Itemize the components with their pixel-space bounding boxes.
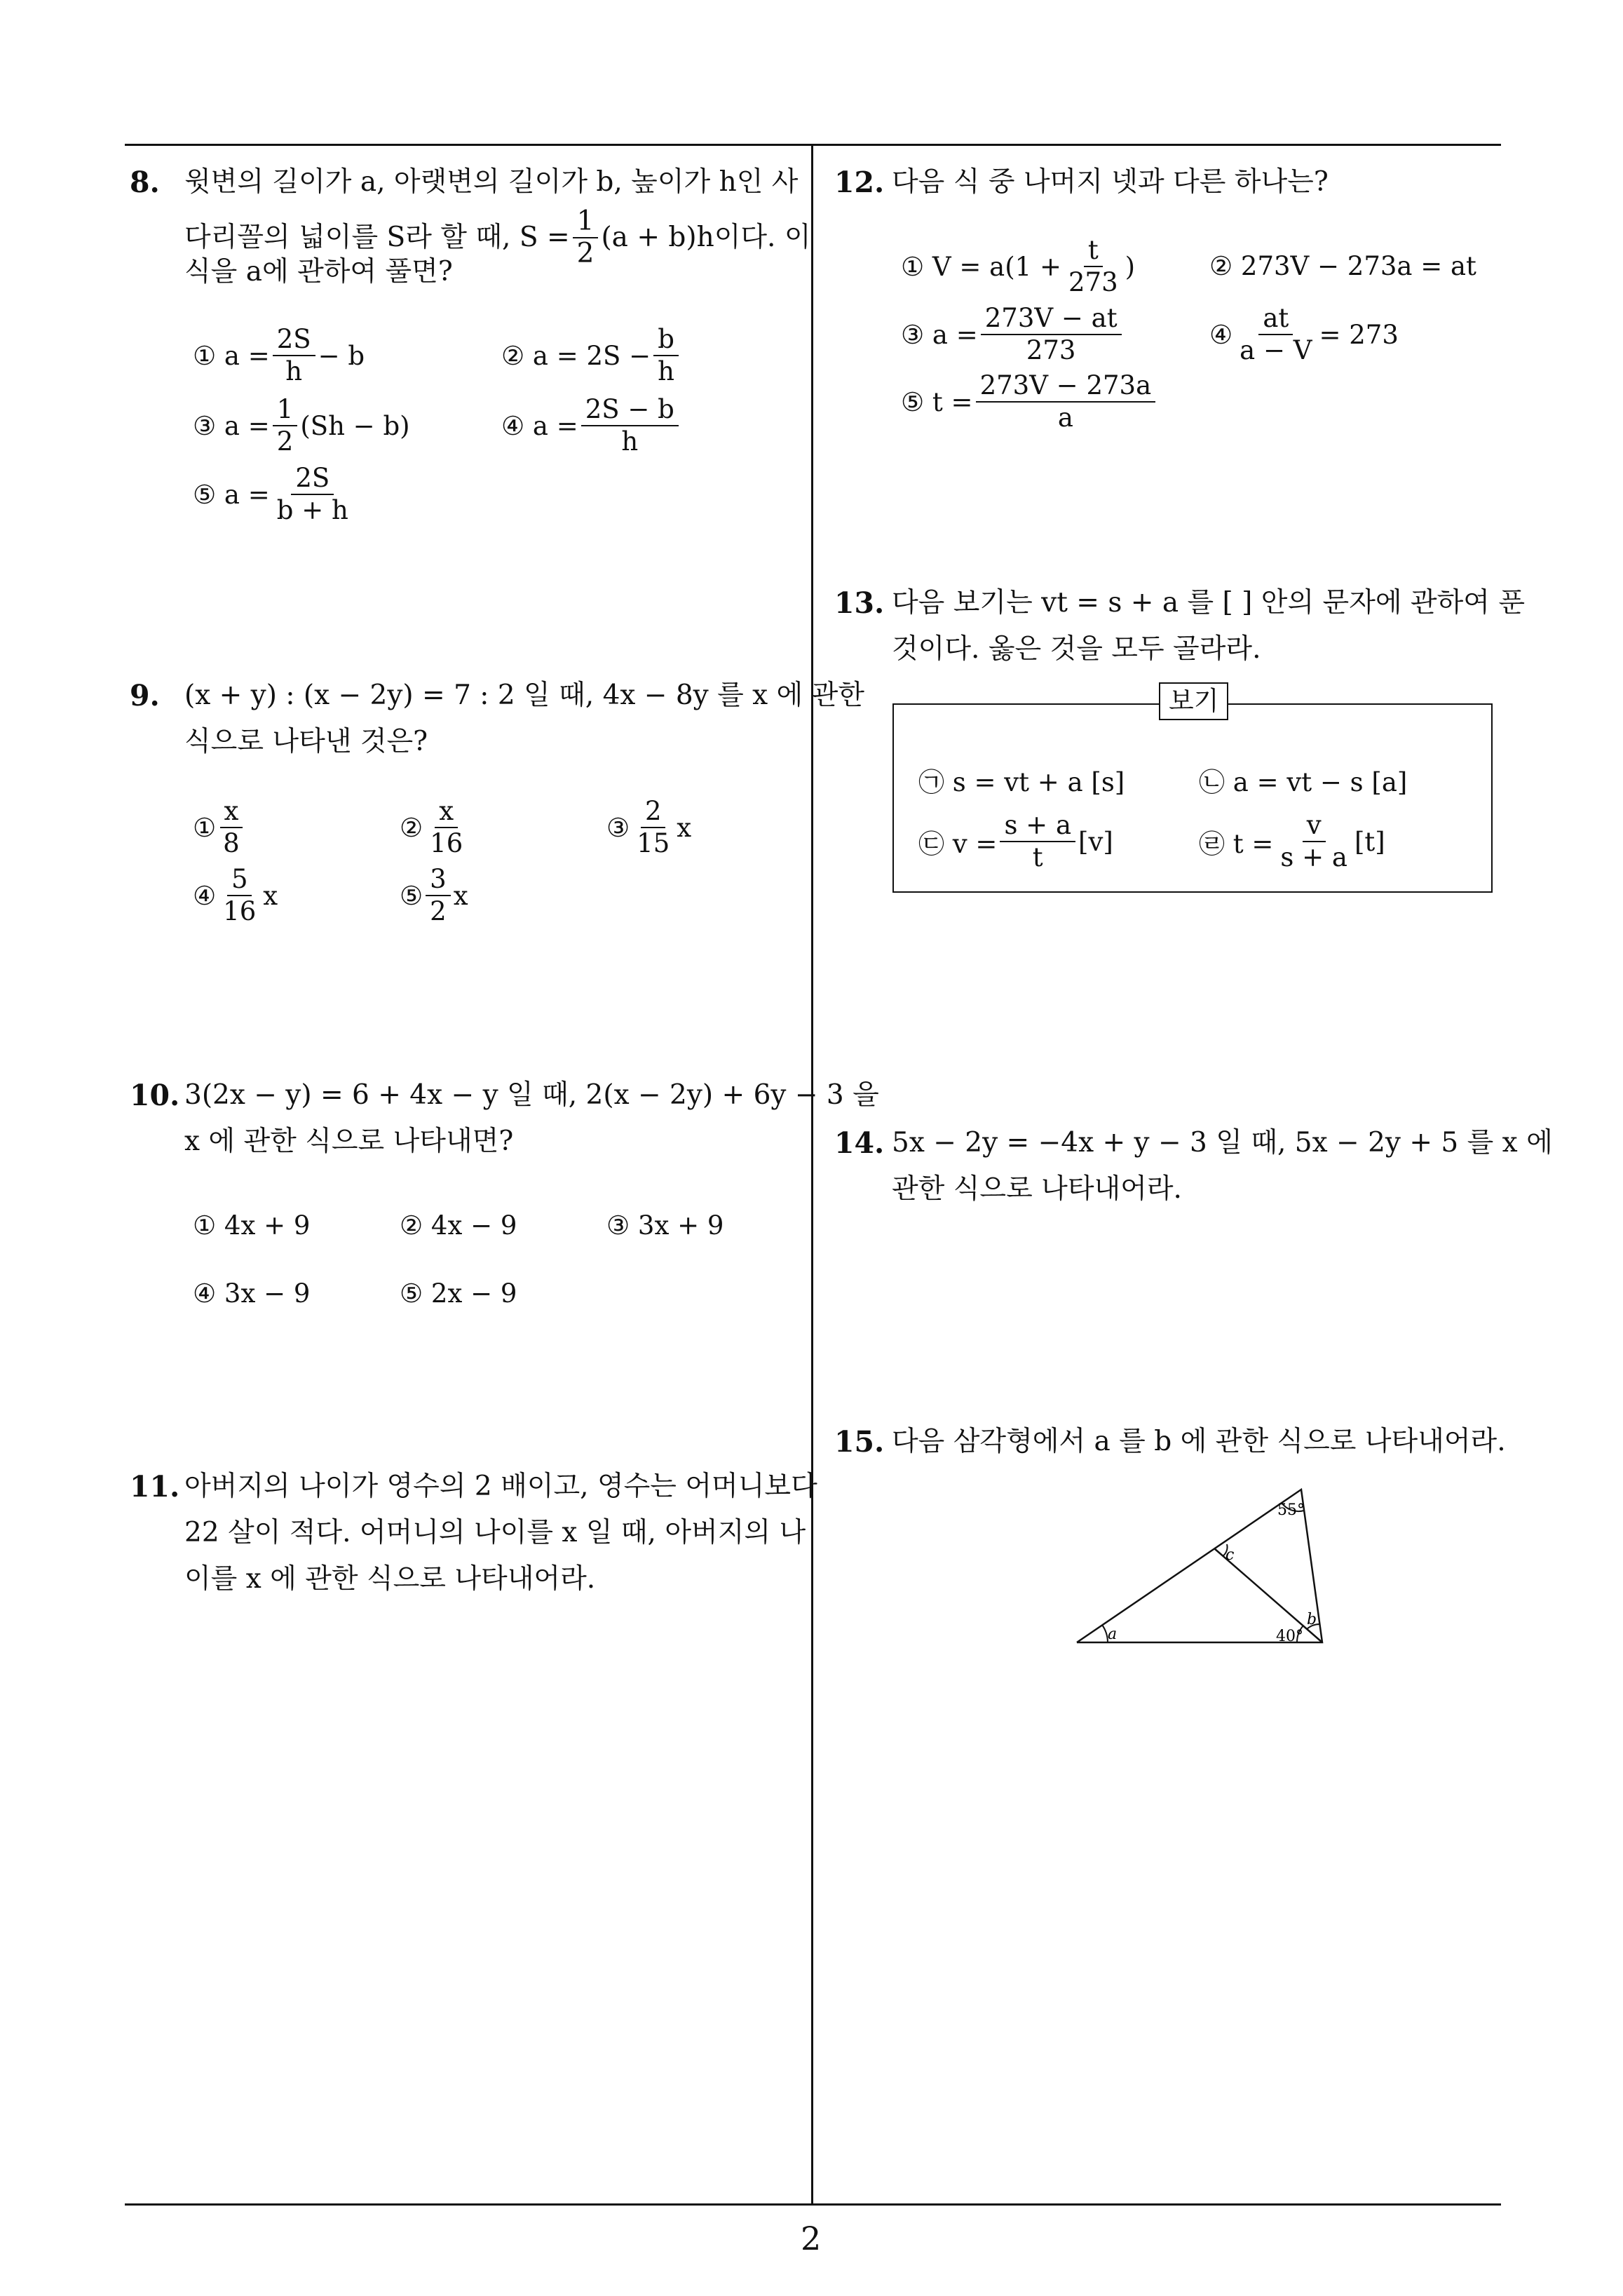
column-divider	[811, 144, 813, 2206]
example-box-label: 보기	[1159, 682, 1228, 720]
q10-option-1[interactable]: ① 4x + 9	[193, 1210, 311, 1241]
question-text-line1: (x + y) : (x − 2y) = 7 : 2 일 때, 4x − 8y 를 x 에 관한	[184, 680, 864, 711]
q8-option-5[interactable]: ⑤ a = $\frac{2S}{b + h}$	[193, 463, 348, 525]
label-b: b	[1307, 1611, 1317, 1628]
label-c: c	[1225, 1546, 1235, 1564]
question-number: 9.	[130, 679, 160, 713]
q9-option-5[interactable]: ⑤ $\frac{3}{2}$ x	[400, 864, 468, 926]
question-number: 12.	[834, 166, 885, 199]
page-number: 2	[801, 2220, 822, 2257]
q8-option-4[interactable]: ④ a = $\frac{2S - b}{h}$	[501, 394, 681, 457]
q9-option-4[interactable]: ④ $\frac{5}{16}$ x	[193, 864, 278, 926]
q9-option-2[interactable]: ② $\frac{x}{16}$	[400, 796, 463, 858]
label-40: 40°	[1276, 1628, 1303, 1645]
q9-option-1[interactable]: ① $\frac{x}{8}$	[193, 796, 247, 859]
question-text-line2: 식으로 나타낸 것은?	[184, 726, 428, 757]
question-text-line1: 3(2x − y) = 6 + 4x − y 일 때, 2(x − 2y) + 6y − 3 을	[184, 1079, 879, 1111]
question-text-line1: 아버지의 나이가 영수의 2 배이고, 영수는 어머니보다	[184, 1471, 817, 1502]
question-text-line1: 다음 식 중 나머지 넷과 다른 하나는?	[892, 166, 1329, 198]
q13-item-4: ㉣ t = $\frac{v}{s + a}$ [t]	[1199, 810, 1385, 872]
q10-option-3[interactable]: ③ 3x + 9	[606, 1210, 724, 1241]
question-text-line3: 이를 x 에 관한 식으로 나타내어라.	[184, 1563, 596, 1595]
question-number: 10.	[130, 1079, 180, 1112]
question-text-line2: 22 살이 적다. 어머니의 나이를 x 일 때, 아버지의 나	[184, 1517, 806, 1548]
question-number: 14.	[834, 1126, 885, 1160]
q8-option-2[interactable]: ② a = 2S − $\frac{b}{h}$	[501, 324, 681, 387]
question-number: 15.	[834, 1425, 885, 1459]
label-a: a	[1108, 1626, 1118, 1643]
question-text-line2: 관한 식으로 나타내어라.	[892, 1173, 1182, 1205]
label-55: 55°	[1277, 1501, 1305, 1519]
question-text-line1: 다음 삼각형에서 a 를 b 에 관한 식으로 나타내어라.	[892, 1426, 1506, 1457]
angle-arc-a	[1102, 1625, 1108, 1642]
question-text-line2: x 에 관한 식으로 나타내면?	[184, 1126, 514, 1157]
q8-option-1[interactable]: ① a = $\frac{2S}{h}$ − b	[193, 324, 365, 386]
q12-option-1[interactable]: ① V = a(1 + $\frac{t}{273}$ )	[901, 235, 1136, 297]
q13-item-2: ㉡ a = vt − s [a]	[1199, 767, 1408, 797]
q13-item-3: ㉢ v = $\frac{s + a}{t}$ [v]	[918, 810, 1113, 872]
q10-option-4[interactable]: ④ 3x − 9	[193, 1278, 311, 1309]
q12-option-3[interactable]: ③ a = $\frac{273V - at}{273}$	[901, 303, 1125, 366]
fraction: $\frac{1}{2}$	[573, 206, 599, 269]
question-number: 13.	[834, 586, 885, 620]
q8-option-3[interactable]: ③ a = $\frac{1}{2}$ (Sh − b)	[193, 394, 410, 457]
question-text-line1: 다음 보기는 vt = s + a 를 [ ] 안의 문자에 관하여 푼	[892, 587, 1526, 619]
q9-option-3[interactable]: ③ $\frac{2}{15}$ x	[606, 796, 692, 858]
question-text-line1: 윗변의 길이가 a, 아랫변의 길이가 b, 높이가 h인 사	[184, 166, 799, 198]
q10-option-2[interactable]: ② 4x − 9	[400, 1210, 517, 1241]
question-text-line2: 다리꼴의 넓이를 S라 할 때, S = $\frac{1}{2}$ (a + b)h이다. 이	[184, 205, 811, 269]
q12-option-4[interactable]: ④ $\frac{at}{a - V}$ = 273	[1209, 303, 1399, 365]
q12-option-5[interactable]: ⑤ t = $\frac{273V - 273a}{a}$	[901, 370, 1158, 433]
question-text-line1: 5x − 2y = −4x + y − 3 일 때, 5x − 2y + 5 를 x 에	[892, 1127, 1553, 1159]
q10-option-5[interactable]: ⑤ 2x − 9	[400, 1278, 517, 1309]
question-text-line2: 것이다. 옳은 것을 모두 골라라.	[892, 633, 1261, 665]
q12-option-2[interactable]: ② 273V − 273a = at	[1209, 251, 1476, 281]
q13-item-1: ㉠ s = vt + a [s]	[918, 767, 1125, 797]
question-number: 11.	[130, 1470, 180, 1504]
triangle-diagram	[1073, 1480, 1339, 1655]
question-text-line3: 식을 a에 관하여 풀면?	[184, 256, 453, 288]
question-number: 8.	[130, 166, 160, 199]
